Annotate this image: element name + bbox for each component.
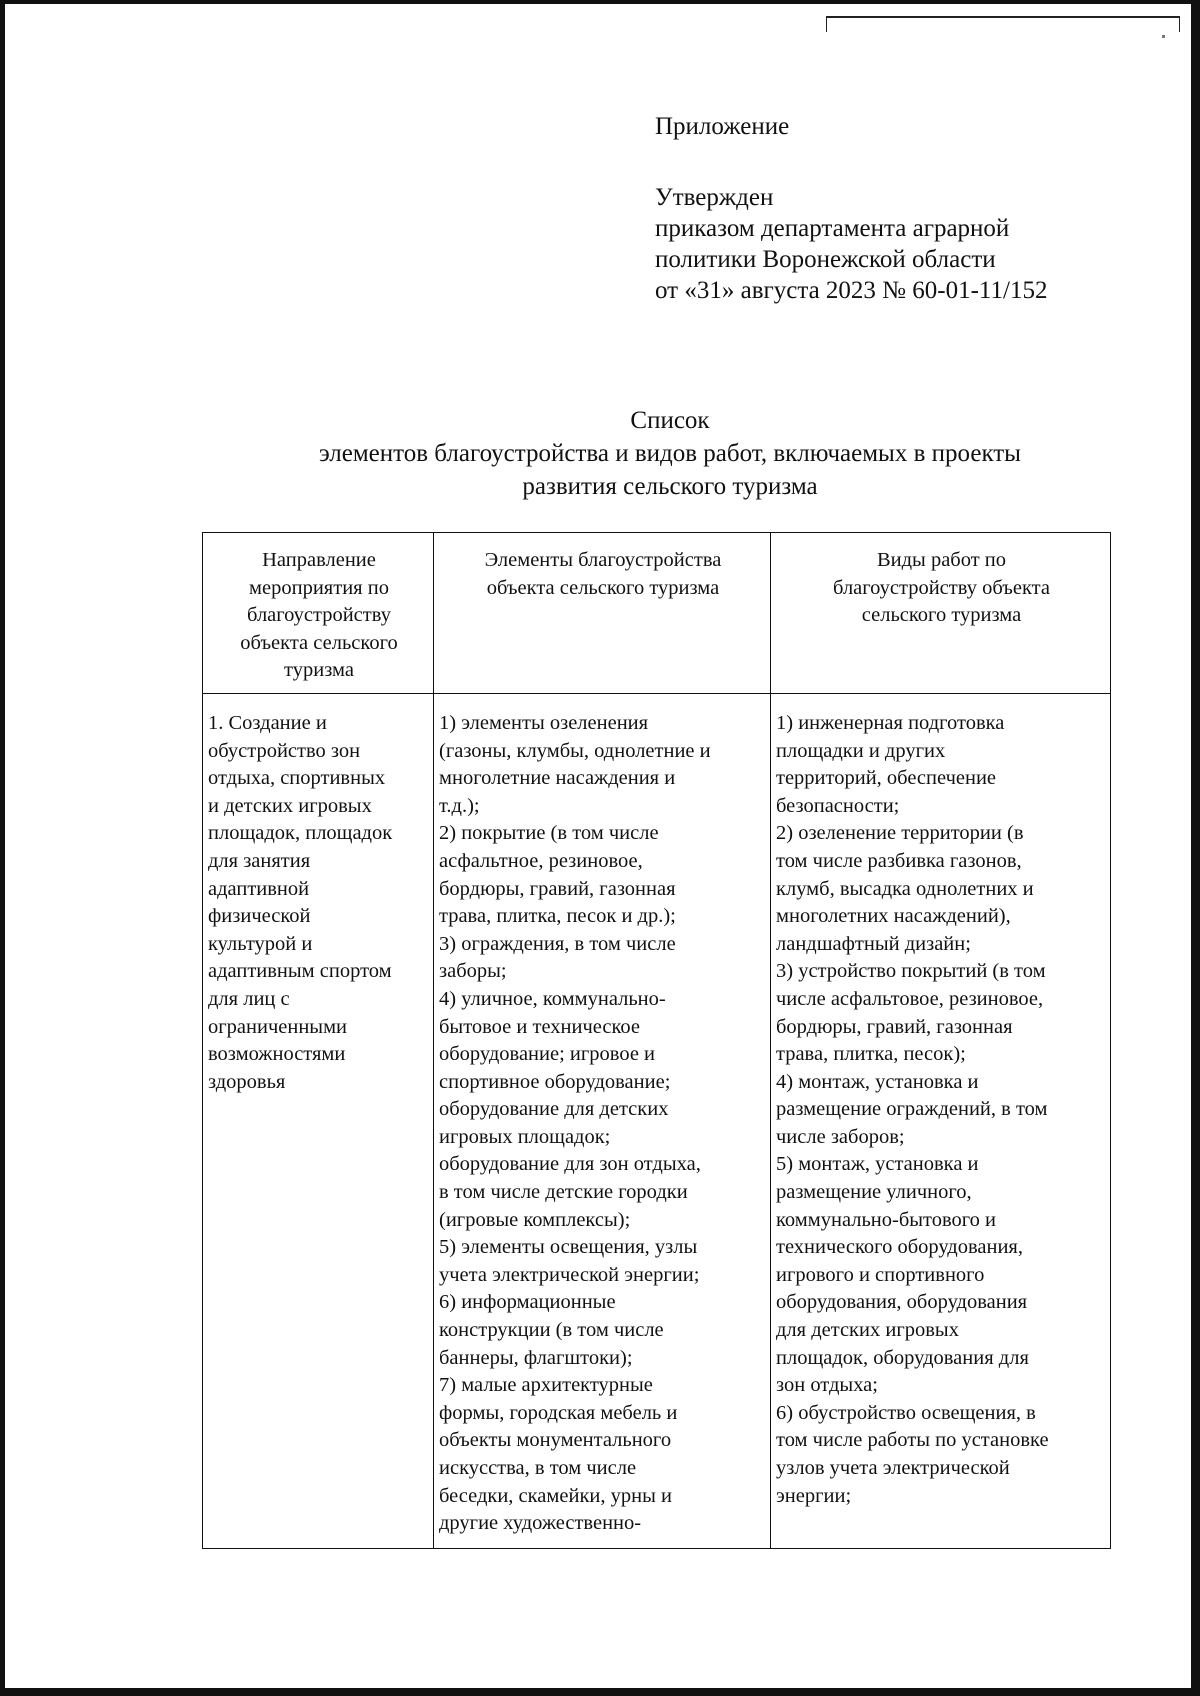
cell-text-line: баннеры, флагштоки); xyxy=(439,1346,633,1369)
cell-text-line: числе заборов; xyxy=(776,1125,905,1148)
approval-line: Утвержден xyxy=(655,184,774,211)
table-row xyxy=(203,693,1111,1548)
cell-text-line: числе асфальтовое, резиновое, xyxy=(776,987,1044,1010)
cell-text-line: т.д.); xyxy=(439,794,480,817)
cell-text-line: оборудование для детских xyxy=(439,1098,669,1121)
cell-text-line: отдыха, спортивных xyxy=(208,767,386,790)
cell-text-line: Элементы благоустройства xyxy=(484,549,722,571)
registration-stamp-frame xyxy=(826,16,1180,32)
cell-text-line: объекты монументального xyxy=(439,1429,672,1452)
cell-text-line: трава, плитка, песок и др.); xyxy=(439,905,676,928)
cell-text-line: беседки, скамейки, урны и xyxy=(439,1484,672,1507)
cell-text-line: коммунально-бытового и xyxy=(776,1208,997,1231)
cell-text-line: спортивное оборудование; xyxy=(439,1070,671,1093)
cell-text-line: обустройство зон xyxy=(208,739,361,762)
cell-text-line: мероприятия по xyxy=(249,576,389,599)
cell-text-line: Виды работ по xyxy=(876,549,1007,571)
cell-elements xyxy=(434,693,771,1548)
cell-text-line: 4) монтаж, установка и xyxy=(776,1070,979,1093)
cell-text-line: физической xyxy=(208,905,311,928)
cell-text-line: асфальтное, резиновое, xyxy=(439,849,643,872)
cell-text-line: 5) элементы освещения, узлы xyxy=(439,1236,698,1259)
cell-text-line: формы, городская мебель и xyxy=(439,1401,678,1424)
cell-text-line: ландшафтный дизайн; xyxy=(776,932,971,955)
approval-line: политики Воронежской области xyxy=(655,246,996,273)
cell-text-line: том числе разбивка газонов, xyxy=(776,849,1022,872)
cell-text-line: размещение ограждений, в том xyxy=(776,1098,1048,1121)
title-line: элементов благоустройства и видов работ, включаемых в проекты xyxy=(319,440,1021,467)
cell-text-line: объекта сельского xyxy=(240,631,398,654)
table-header-row xyxy=(203,533,1111,694)
cell-text-line: адаптивным спортом xyxy=(208,960,392,983)
cell-text-line: 7) малые архитектурные xyxy=(439,1374,653,1397)
header-cell-direction xyxy=(203,533,434,694)
title-line: Список xyxy=(630,407,710,434)
title-line: развития сельского туризма xyxy=(522,473,818,500)
cell-text-line: (газоны, клумбы, однолетние и xyxy=(439,739,711,762)
cell-text-line: для лиц с xyxy=(208,987,290,1010)
cell-text-line: бордюры, гравий, газонная xyxy=(776,1015,1013,1038)
cell-text-line: бордюры, гравий, газонная xyxy=(439,877,676,900)
cell-text-line: культурой и xyxy=(208,932,313,955)
cell-text-line: 1) инженерная подготовка xyxy=(776,711,1005,734)
cell-text-line: игровых площадок; xyxy=(439,1125,611,1148)
cell-text-line: искусства, в том числе xyxy=(439,1457,637,1479)
cell-text-line: трава, плитка, песок); xyxy=(776,1043,966,1066)
header-cell-works xyxy=(771,533,1111,694)
document-title xyxy=(180,404,1160,503)
cell-text-line: энергии; xyxy=(776,1484,852,1507)
cell-text-line: том числе работы по установке xyxy=(776,1429,1049,1452)
cell-text-line: многолетние насаждения и xyxy=(439,767,676,790)
cell-text-line: площадок, площадок xyxy=(208,822,393,845)
cell-text-line: бытовое и техническое xyxy=(439,1015,641,1038)
annex-label: Приложение xyxy=(655,113,790,140)
cell-text-line: адаптивной xyxy=(208,877,310,900)
cell-text-line: конструкции (в том числе xyxy=(439,1319,664,1342)
approval-line: приказом департамента аграрной xyxy=(655,215,1010,242)
cell-text-line: возможностями xyxy=(208,1043,346,1066)
cell-text-line: 3) ограждения, в том числе xyxy=(439,932,676,955)
cell-text-line: другие художественно- xyxy=(439,1512,642,1535)
approval-line: от «31» августа 2023 № 60-01-11/152 xyxy=(655,277,1048,304)
cell-text-line: оборудования, оборудования xyxy=(776,1291,1028,1314)
cell-works xyxy=(771,693,1111,1548)
cell-text-line: в том числе детские городки xyxy=(439,1181,688,1204)
cell-text-line: 3) устройство покрытий (в том xyxy=(776,960,1046,983)
cell-text-line: благоустройству объекта xyxy=(833,576,1050,599)
cell-text-line: оборудование; игровое и xyxy=(439,1043,656,1066)
cell-text-line: (игровые комплексы); xyxy=(439,1208,631,1231)
cell-text-line: игрового и спортивного xyxy=(776,1263,985,1286)
cell-text-line: ограниченными xyxy=(208,1015,348,1038)
cell-text-line: многолетних насаждений), xyxy=(776,905,1011,928)
cell-text-line: сельского туризма xyxy=(861,604,1022,627)
cell-text-line: 6) информационные xyxy=(439,1291,616,1314)
cell-text-line: 2) озеленение территории (в xyxy=(776,822,1024,845)
cell-text-line: зон отдыха; xyxy=(776,1374,878,1397)
cell-text-line: 6) обустройство освещения, в xyxy=(776,1401,1036,1424)
cell-text-line: оборудование для зон отдыха, xyxy=(439,1153,701,1176)
cell-text-line: площадок, оборудования для xyxy=(776,1346,1029,1369)
cell-text-line: для занятия xyxy=(208,849,311,872)
cell-text-line: территорий, обеспечение xyxy=(776,767,997,790)
cell-text-line: 5) монтаж, установка и xyxy=(776,1153,979,1176)
cell-text-line: Направление xyxy=(262,549,376,571)
approval-block xyxy=(655,182,1047,306)
cell-text-line: благоустройству xyxy=(247,604,391,627)
works-table xyxy=(202,532,1111,1549)
cell-text-line: 1) элементы озеленения xyxy=(439,711,649,734)
cell-text-line: 1. Создание и xyxy=(208,711,327,734)
cell-text-line: здоровья xyxy=(208,1070,286,1093)
cell-text-line: площадки и других xyxy=(776,739,946,762)
cell-text-line: технического оборудования, xyxy=(776,1236,1023,1259)
cell-direction xyxy=(203,693,434,1548)
cell-text-line: заборы; xyxy=(439,960,507,983)
cell-text-line: учета электрической энергии; xyxy=(439,1263,700,1286)
header-cell-elements xyxy=(434,533,771,694)
cell-text-line: 2) покрытие (в том числе xyxy=(439,822,659,845)
cell-text-line: безопасности; xyxy=(776,794,900,817)
cell-text-line: клумб, высадка однолетних и xyxy=(776,877,1034,900)
cell-text-line: узлов учета электрической xyxy=(776,1457,1010,1479)
cell-text-line: для детских игровых xyxy=(776,1319,959,1342)
scan-speck xyxy=(1162,35,1165,38)
cell-text-line: туризма xyxy=(284,659,354,682)
cell-text-line: размещение уличного, xyxy=(776,1181,972,1204)
cell-text-line: объекта сельского туризма xyxy=(486,576,720,599)
cell-text-line: и детских игровых xyxy=(208,794,372,817)
cell-text-line: 4) уличное, коммунально- xyxy=(439,987,666,1010)
